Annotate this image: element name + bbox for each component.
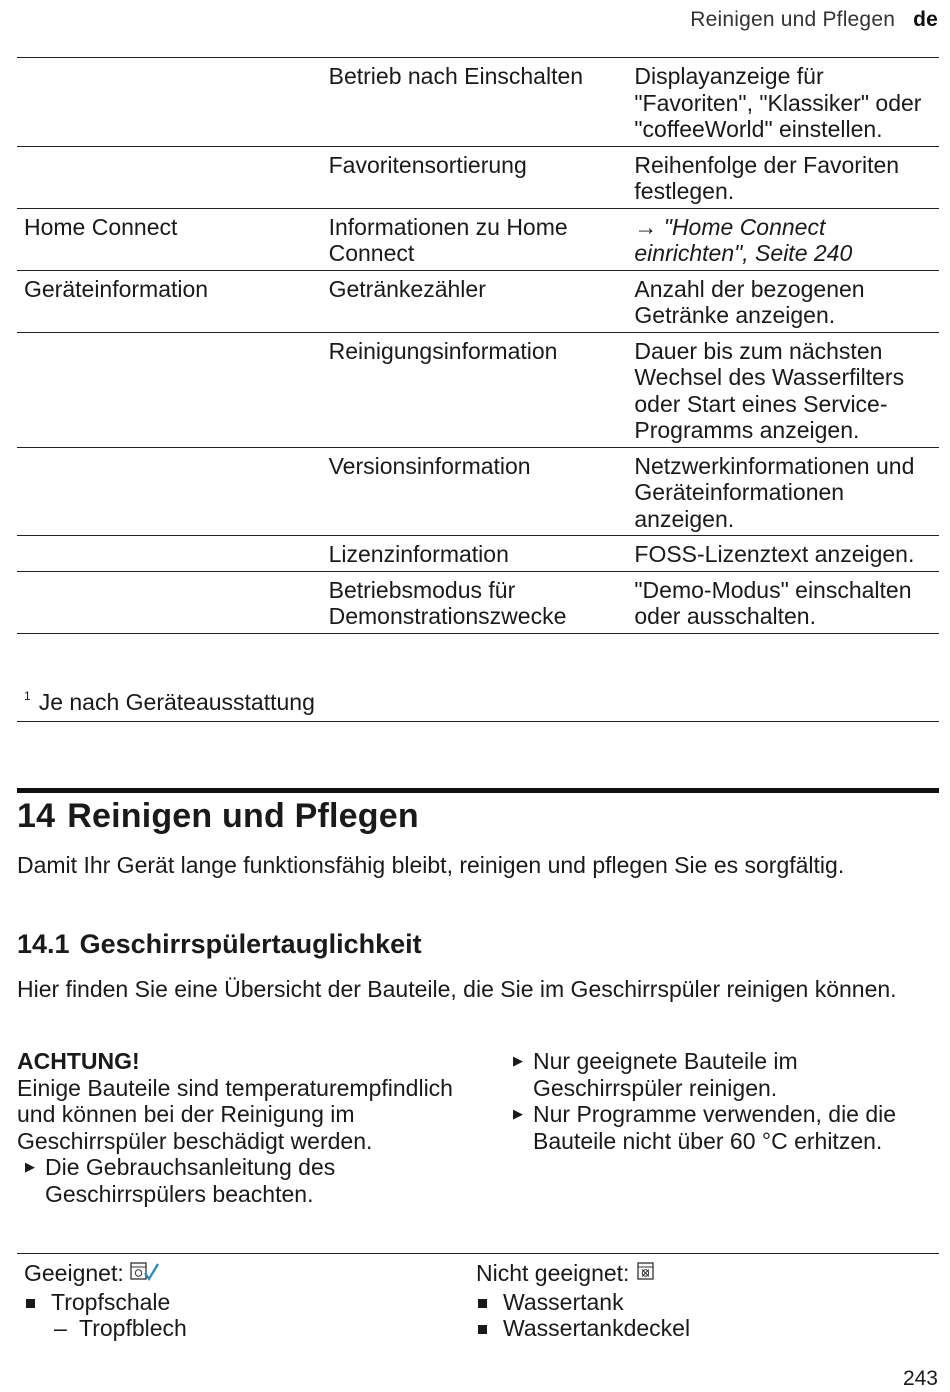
triangle-bullet-icon: ▶ bbox=[513, 1053, 523, 1068]
settings-row bbox=[17, 447, 939, 536]
triangle-bullet-icon: ▶ bbox=[513, 1106, 523, 1121]
settings-row bbox=[17, 146, 939, 208]
chapter-title: Reinigen und Pflegen bbox=[67, 797, 419, 835]
header-language: de bbox=[913, 8, 938, 31]
settings-item-cell: Informationen zu Home Connect bbox=[322, 208, 628, 270]
chapter-intro: Damit Ihr Gerät lange funktionsfähig bleibt, reinigen und pflegen Sie es sorgfältig. bbox=[17, 852, 845, 878]
settings-item-cell: Reinigungsinformation bbox=[322, 332, 628, 447]
warning-step-text: Die Gebrauchsanleitung des Geschirrspülers beachten. bbox=[45, 1154, 336, 1207]
settings-group-cell bbox=[17, 332, 322, 447]
section-number: 14.1 bbox=[17, 929, 70, 959]
unsuitable-item-text: Wassertankdeckel bbox=[503, 1315, 691, 1341]
suitable-item-text: Tropfschale bbox=[51, 1288, 171, 1315]
settings-description-cell: Dauer bis zum nächsten Wechsel des Wasserfilters oder Start eines Service-Programms anzeigen. bbox=[627, 332, 939, 447]
settings-group-cell: Geräteinformation bbox=[17, 270, 322, 332]
suitable-item bbox=[24, 1289, 187, 1316]
settings-row bbox=[17, 58, 939, 147]
unsuitable-column bbox=[476, 1260, 690, 1342]
suitable-label-line bbox=[24, 1260, 187, 1289]
suitable-list bbox=[24, 1289, 187, 1316]
triangle-bullet-icon: ▶ bbox=[25, 1159, 35, 1174]
settings-description-cell: FOSS-Lizenztext anzeigen. bbox=[627, 536, 939, 572]
chapter-rule bbox=[17, 788, 939, 793]
settings-group-cell: Home Connect bbox=[17, 208, 322, 270]
settings-item-cell: Favoritensortierung bbox=[322, 146, 628, 208]
chapter-number: 14 bbox=[17, 797, 56, 835]
section-heading bbox=[17, 929, 422, 960]
section-title: Geschirrspülertauglichkeit bbox=[79, 929, 422, 959]
settings-item-cell: Getränkezähler bbox=[322, 270, 628, 332]
settings-row bbox=[17, 208, 939, 270]
settings-row bbox=[17, 571, 939, 633]
settings-group-cell bbox=[17, 146, 322, 208]
suitable-column bbox=[24, 1260, 187, 1342]
warning-steps-list bbox=[505, 1048, 945, 1154]
chapter-heading bbox=[17, 797, 419, 836]
dishwasher-cross-icon bbox=[636, 1261, 656, 1289]
unsuitable-item bbox=[476, 1289, 690, 1316]
settings-description-cell: → "Home Connect einrichten", Seite 240 bbox=[627, 208, 939, 270]
warning-box bbox=[17, 1048, 457, 1207]
warning-steps-left bbox=[17, 1154, 457, 1207]
settings-description-cell: "Demo-Modus" einschalten oder ausschalten. bbox=[627, 571, 939, 633]
settings-table bbox=[17, 57, 939, 634]
warning-step bbox=[505, 1101, 945, 1154]
table-footnote bbox=[17, 686, 939, 722]
suitable-subitem-text: Tropfblech bbox=[79, 1315, 187, 1341]
section-intro: Hier finden Sie eine Übersicht der Bauteile, die Sie im Geschirrspüler reinigen können. bbox=[17, 976, 897, 1002]
suitable-sublist bbox=[24, 1315, 187, 1342]
unsuitable-item-text: Wassertank bbox=[503, 1288, 624, 1315]
warning-step bbox=[17, 1154, 457, 1207]
unsuitable-list bbox=[476, 1289, 690, 1342]
warning-step-text: Nur geeignete Bauteile im Geschirrspüler reinigen. bbox=[533, 1048, 798, 1101]
settings-description-cell: Displayanzeige für "Favoriten", "Klassiker" oder "coffeeWorld" einstellen. bbox=[627, 58, 939, 147]
unsuitable-label: Nicht geeignet: bbox=[476, 1260, 630, 1286]
settings-row bbox=[17, 270, 939, 332]
dishwasher-check-icon bbox=[130, 1261, 160, 1289]
warning-text: Einige Bauteile sind temperaturempfindlich und können bei der Reinigung im Geschirrspüler beschädigt werden. bbox=[17, 1074, 453, 1154]
suitability-table bbox=[17, 1253, 939, 1341]
footnote-text: Je nach Geräteausstattung bbox=[38, 689, 315, 715]
settings-group-cell bbox=[17, 447, 322, 536]
settings-group-cell bbox=[17, 58, 322, 147]
suitable-subitem: – Tropfblech bbox=[54, 1315, 187, 1341]
settings-item-cell: Lizenzinformation bbox=[322, 536, 628, 572]
running-header bbox=[690, 8, 938, 32]
settings-item-cell: Versionsinformation bbox=[322, 447, 628, 536]
suitable-label: Geeignet: bbox=[24, 1260, 124, 1286]
footnote-mark: 1 bbox=[24, 689, 31, 703]
settings-group-cell bbox=[17, 571, 322, 633]
unsuitable-item bbox=[476, 1315, 690, 1342]
settings-table-body bbox=[17, 58, 939, 634]
warning-step-text: Nur Programme verwenden, die die Bauteile nicht über 60 °C erhitzen. bbox=[533, 1101, 897, 1154]
settings-item-cell: Betrieb nach Einschalten bbox=[322, 58, 628, 147]
settings-group-cell bbox=[17, 536, 322, 572]
settings-item-cell: Betriebsmodus für Demonstrationszwecke bbox=[322, 571, 628, 633]
settings-row bbox=[17, 332, 939, 447]
page-number: 243 bbox=[902, 1367, 938, 1390]
warning-step bbox=[505, 1048, 945, 1101]
warning-steps-right bbox=[505, 1048, 945, 1154]
settings-description-cell: Anzahl der bezogenen Getränke anzeigen. bbox=[627, 270, 939, 332]
settings-row bbox=[17, 536, 939, 572]
settings-description-cell: Reihenfolge der Favoriten festlegen. bbox=[627, 146, 939, 208]
header-section-title: Reinigen und Pflegen bbox=[690, 8, 896, 31]
settings-description-cell: Netzwerkinformationen und Geräteinformationen anzeigen. bbox=[627, 447, 939, 536]
unsuitable-label-line bbox=[476, 1260, 690, 1289]
warning-title: ACHTUNG! bbox=[17, 1048, 140, 1074]
